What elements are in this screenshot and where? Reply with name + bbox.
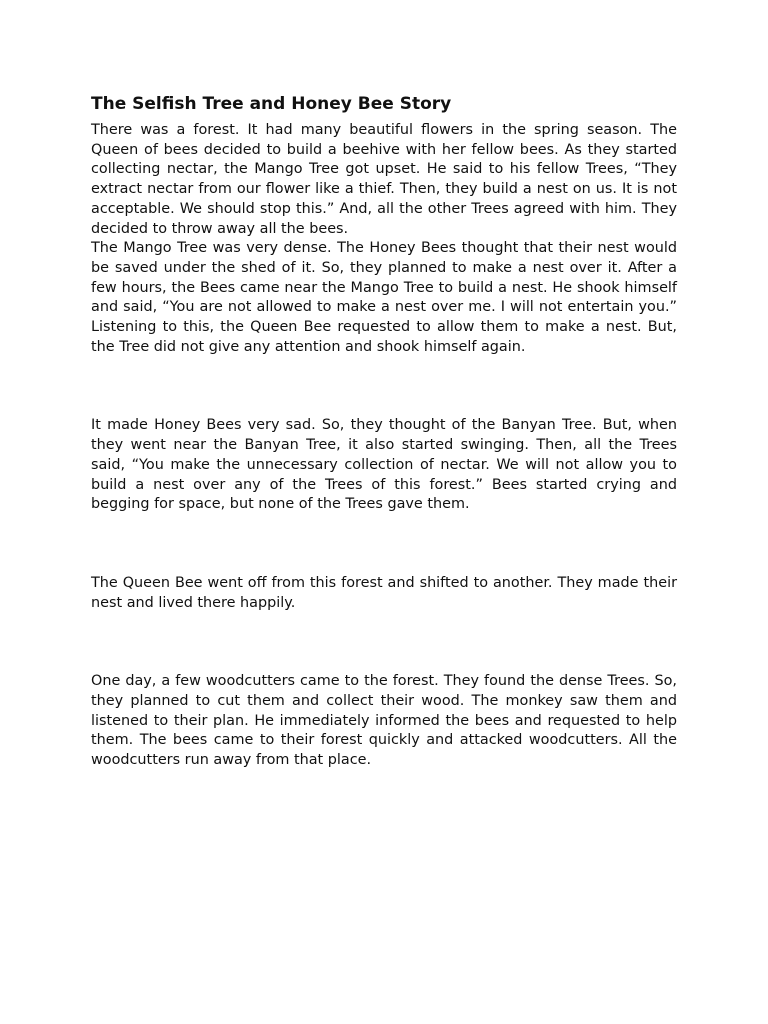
paragraph-spacer [91,515,677,574]
paragraph-1: There was a forest. It had many beautiful flowers in the spring season. The Queen of bees decided to build a beehive with her fellow bees. As they started collecting nectar, the Mango Tree got upset. He said to his fellow Trees, “They extract nectar from our flower like a thief. Then, they build a nest on us. It is not acceptable. We should stop this.” And, all the other Trees agreed with him. They decided to throw away all the bees. [91,122,677,237]
paragraph-2: The Mango Tree was very dense. The Honey Bees thought that their nest would be saved under the shed of it. So, they planned to make a nest over it. After a few hours, the Bees came near the Mango Tree to build a nest. He shook himself and said, “You are not allowed to make a nest over me. I will not entertain you.” Listening to this, the Queen Bee requested to allow them to make a nest. But, the Tree did not give any attention and shook himself again. [91,240,677,355]
paragraph-5: One day, a few woodcutters came to the forest. They found the dense Trees. So, they planned to cut them and collect their wood. The monkey saw them and listened to their plan. He immediately informed the bees and requested to help them. The bees came to their forest quickly and attacked woodcutters. All the woodcutters run away from that place. [91,673,677,769]
document-body [91,93,677,771]
paragraph-spacer [91,357,677,416]
story-title: The Selfish Tree and Honey Bee Story [91,94,452,114]
paragraph-4: The Queen Bee went off from this forest and shifted to another. They made their nest and lived there happily. [91,574,677,611]
paragraph-spacer [91,613,677,672]
paragraph-3: It made Honey Bees very sad. So, they thought of the Banyan Tree. But, when they went near the Banyan Tree, it also started swinging. Then, all the Trees said, “You make the unnecessary collection of nectar. We will not allow you to build a nest over any of the Trees of this forest.” Bees started crying and begging for space, but none of the Trees gave them. [91,417,677,513]
